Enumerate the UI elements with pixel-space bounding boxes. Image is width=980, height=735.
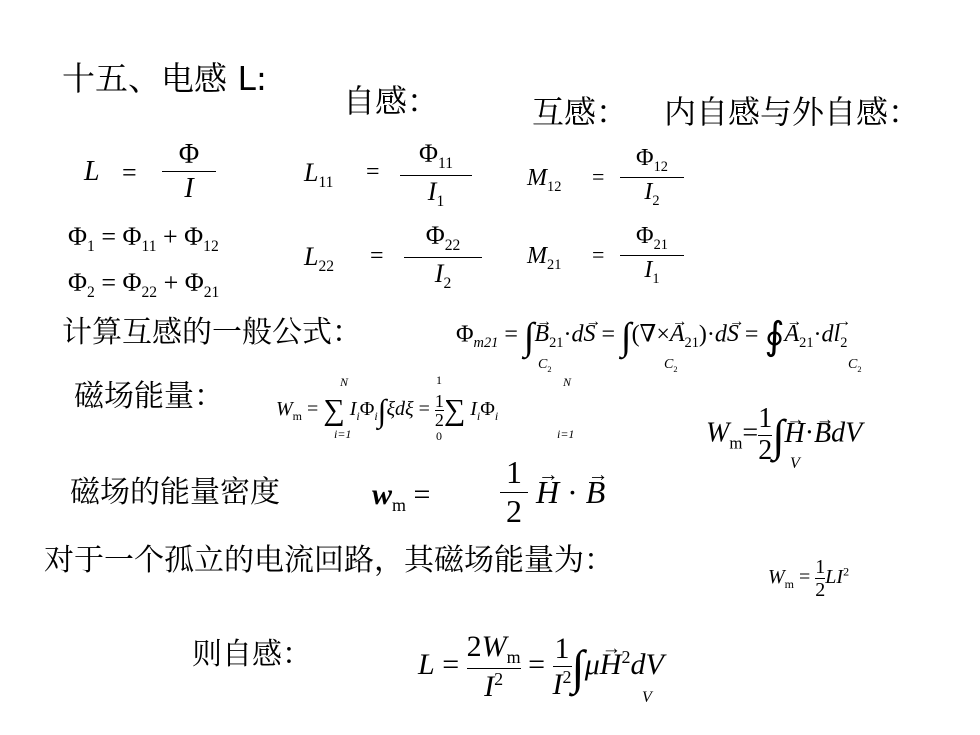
formula-M21-fraction: $\Phi_{21}$ $I_1$ [620,224,684,287]
formula-L11-eq: = [366,159,380,185]
formula-L22-eq: = [370,243,384,269]
formula-L-lhs: L [84,156,100,187]
density-label: 磁场的能量密度 [70,475,280,510]
formula-M21-eq: = [592,242,605,267]
energy-formula-volume: $W_m=$ $\frac{1}{2}$ ∫→ H·→ BdV [706,404,862,467]
density-HB: → H · → B [536,476,605,508]
limit-c2-b: $C_2$ [664,357,678,374]
self-inductance-label: 则自感： [192,637,312,672]
density-formula: $w_m$ = [372,478,431,515]
formula-M12-lhs: $M_{12}$ [527,165,562,195]
formula-L22-lhs: $L_{22}$ [304,242,335,276]
self-vol-limit: V [642,689,652,706]
formula-L11-fraction: $\Phi_{11}$ $I_1$ [400,140,472,210]
formula-L-den: I [184,173,194,205]
limit-c2-c: $C_2$ [848,357,862,374]
sum-upper-1: N [340,375,349,389]
limit-c2-a: $C_2$ [538,357,552,374]
formula-L11-lhs: $L_{11}$ [304,158,334,192]
isolated-label: 对于一个孤立的电流回路，其磁场能量为： [44,543,614,578]
formula-L22-fraction: $\Phi_{22}$ $I_2$ [404,222,482,292]
formula-M12-eq: = [592,164,605,189]
formula-Phi2: $\Phi_2 = \Phi_{22} + \Phi_{21}$ [68,268,220,302]
isolated-formula: $W_m$ = $\frac{1}{2}$ $LI^2$ [768,556,850,601]
formula-M21-lhs: $M_{21}$ [527,243,562,273]
heading-internal-external: 内自感与外自感： [664,93,921,131]
formula-Phi1: $\Phi_1 = \Phi_{11} + \Phi_{12}$ [68,222,219,256]
self-inductance-formula: L = $\frac{2W_m}{I^2}$ = $\frac{1}{I^2}$ $\int\mu\to H^2dV$ [418,630,664,704]
formula-L-eq: = [122,158,137,187]
sum-lower-1: i=1 [334,427,352,441]
section-title: 十五、电感 L: [62,59,267,98]
int-lower: 0 [436,429,442,443]
sum-lower-2: i=1 [557,427,575,441]
heading-mutual-inductance: 互感： [532,93,629,131]
energy-formula-sum: $W_m$ = ∑ $I_i\Phi_i\int\xi d\xi$ = $\frac{1}{2}$ ∑ $I_i\Phi_i$ [276,391,499,430]
vol-limit: V [790,455,800,472]
formula-M12-fraction: $\Phi_{12}$ $I_2$ [620,146,684,209]
formula-L-num: Φ [178,139,200,170]
int-upper: 1 [436,373,442,387]
density-half: 1 2 [500,456,528,528]
mutual-general-label: 计算互感的一般公式： [62,315,362,350]
sum-upper-2: N [563,375,572,389]
heading-self-inductance: 自感： [343,82,440,120]
mutual-general-formula: $\Phi_{m21}$ = ∫→ $B_{21}\cdot d\to S$ = ∫(∇×→ $A_{21})\cdot d\to S$ = ∮→ $A_{21}\cdot d\to l_2$ [456,318,847,356]
energy-label: 磁场能量： [74,379,224,414]
formula-L-fraction [162,140,216,204]
